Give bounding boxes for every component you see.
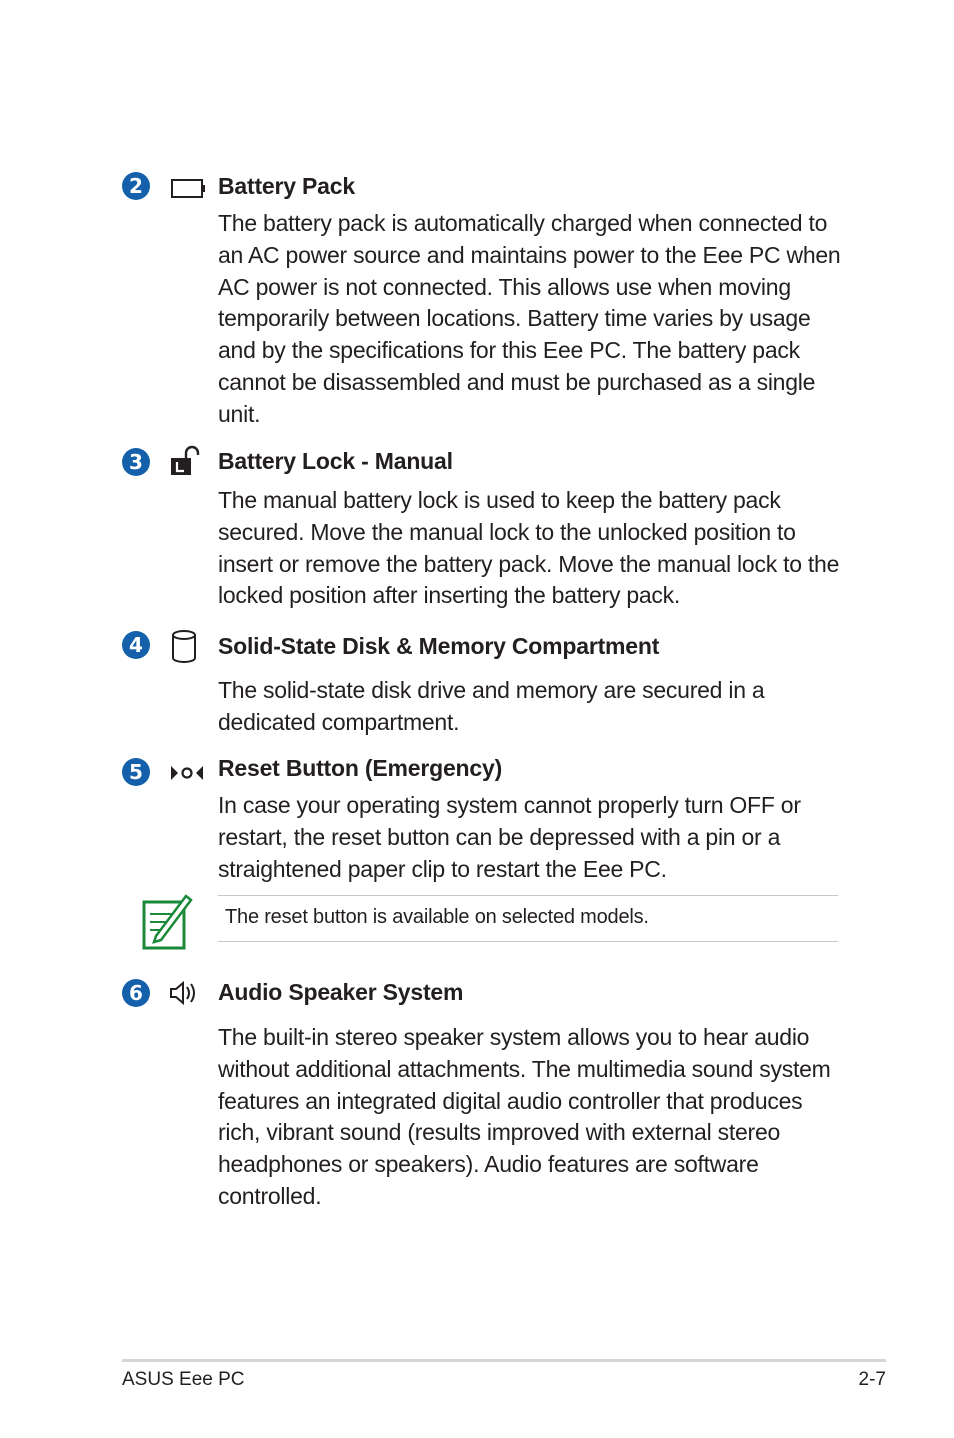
footer-product-name: ASUS Eee PC: [122, 1369, 245, 1390]
battery-icon: [166, 176, 208, 212]
item-number-badge: 6: [122, 979, 150, 1007]
note-bottom-rule: [218, 941, 838, 942]
reset-icon: [166, 762, 208, 798]
item-description: The manual battery lock is used to keep the battery pack secured. Move the manual lock to the unlocked position to insert or remove the battery pack. Move the manual lock to the locked position after inserting the battery pack.: [218, 487, 840, 609]
note-top-rule: [218, 895, 838, 896]
item-number-badge: 5: [122, 758, 150, 786]
item-description: In case your operating system cannot properly turn OFF or restart, the reset button can be depressed with a pin or a straightened paper clip to restart the Eee PC.: [218, 792, 801, 882]
item-number-badge: 3: [122, 448, 150, 476]
note-icon: [140, 892, 194, 950]
item-description: The solid-state disk drive and memory are secured in a dedicated compartment.: [218, 677, 765, 735]
item-title: Audio Speaker System: [218, 979, 464, 1005]
item-number-badge: 4: [122, 631, 150, 659]
item-description: The battery pack is automatically charged when connected to an AC power source and maintains power to the Eee PC when AC power is not connected. This allows use when moving temporarily between locations. Battery time varies by usage and by the specifications for this Eee PC. The battery pack cannot be disassembled and must be purchased as a single unit.: [218, 210, 841, 427]
item-number-badge: 2: [122, 172, 150, 200]
item-description: The built-in stereo speaker system allows you to hear audio without additional attachments. The multimedia sound system features an integrated digital audio controller that produces rich, vibrant sound (results improved with external stereo headphones or speakers). Audio features are software controlled.: [218, 1024, 831, 1209]
page-number: 2-7: [858, 1369, 886, 1390]
disk-icon: [166, 628, 208, 664]
item-title: Battery Lock - Manual: [218, 448, 453, 474]
footer-rule: [122, 1359, 886, 1362]
item-title: Battery Pack: [218, 173, 355, 199]
item-title: Solid-State Disk & Memory Compartment: [218, 633, 660, 659]
unlock-icon: [166, 444, 208, 480]
note-text: The reset button is available on selected models.: [225, 906, 649, 928]
item-title: Reset Button (Emergency): [218, 755, 503, 781]
speaker-icon: [166, 978, 208, 1014]
